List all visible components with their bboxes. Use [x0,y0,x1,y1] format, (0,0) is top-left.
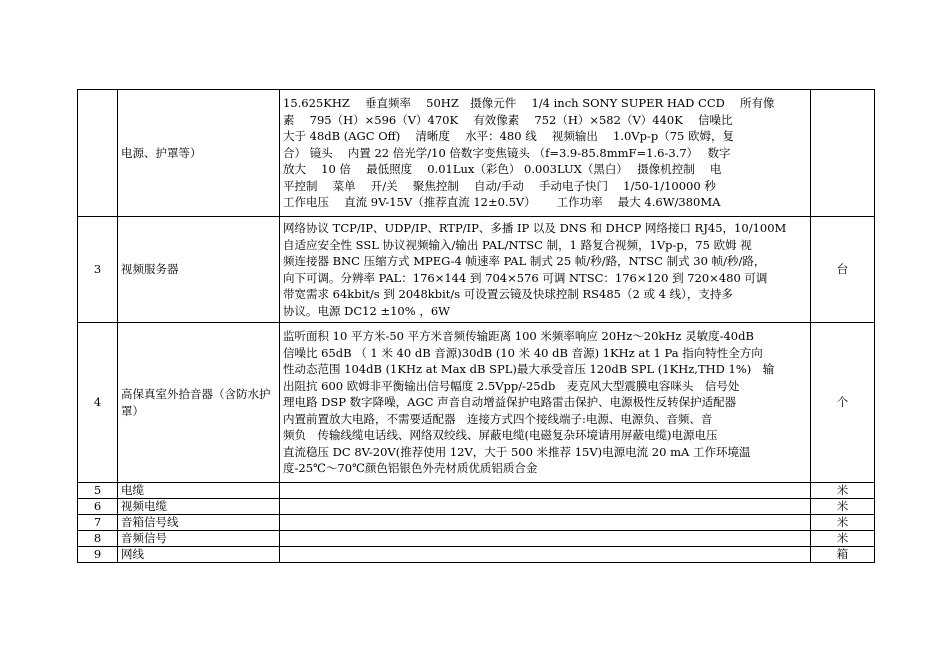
item-spec [280,90,811,217]
item-spec [280,483,811,499]
item-number: 6 [78,499,118,515]
item-spec [280,531,811,547]
table-row [78,217,875,323]
spec-line: 带宽需求 64kbit/s 到 2048kbit/s 可设置云镜及快球控制 RS485（2 或 4 线），支持多 [283,287,733,301]
item-unit: 米 [811,499,875,515]
item-unit: 米 [811,531,875,547]
item-unit: 米 [811,515,875,531]
item-unit: 米 [811,483,875,499]
table-row [78,547,875,563]
spec-line: 素 795（H）×596（V）470K 有效像素 752（H）×582（V）440K 信噪比 [283,112,733,127]
table-row [78,531,875,547]
item-name: 音频信号 [118,531,280,547]
table-row [78,483,875,499]
spec-line: 频连接器 BNC 压缩方式 MPEG-4 帧速率 PAL 制式 25 帧/秒/路，NTSC 制式 30 帧/秒/路， [283,254,766,268]
item-spec [280,323,811,483]
table-row [78,90,875,217]
spec-line: 直流稳压 DC 8V-20V(推荐使用 12V，大于 500 米推荐 15V)电源电流 20 mA 工作环境温 [283,444,751,459]
spec-line: 出阻抗 600 欧姆非平衡输出信号幅度 2.5Vpp/-25db 麦克风大型震膜电容咪头 信号处 [283,378,740,393]
item-unit: 台 [811,217,875,323]
spec-line: 放大 10 倍 最低照度 0.01Lux（彩色） 0.003LUX（黑白） 摄像机控制 电 [283,162,722,177]
spec-line: 内置前置放大电路，不需要适配器 连接方式四个接线端子:电源、电源负、音频、音 [283,411,713,426]
item-spec [280,499,811,515]
spec-line: 性动态范围 104dB (1KHz at Max dB SPL)最大承受音压 120dB SPL (1KHz,THD 1%) 输 [283,362,775,377]
item-spec [280,547,811,563]
spec-line: 协议。电源 DC12 ±10% ，6W [283,303,450,318]
spec-line: 工作电压 直流 9V-15V（推荐直流 12±0.5V） 工作功率 最大 4.6W/380MA [283,195,721,210]
spec-line: 频负 传输线缆电话线、网络双绞线、屏蔽电缆(电磁复杂环境请用屏蔽电缆)电源电压 [283,428,718,443]
equipment-spec-table [77,89,875,563]
item-name: 电缆 [118,483,280,499]
item-number: 5 [78,483,118,499]
spec-line: 大于 48dB (AGC Off) 清晰度 水平：480 线 视频输出 1.0Vp-p（75 欧姆，复 [283,129,734,144]
item-number: 8 [78,531,118,547]
item-number [78,90,118,217]
item-number: 9 [78,547,118,563]
spec-line: 自适应安全性 SSL 协议视频输入/输出 PAL/NTSC 制，1 路复合视频，1Vp-p，75 欧姆 视 [283,237,752,252]
item-name: 高保真室外拾音器（含防水护罩） [118,323,280,483]
spec-line: 向下可调。分辨率 PAL：176×144 到 704×576 可调 NTSC：176×120 到 720×480 可调 [283,270,768,285]
item-spec [280,217,811,323]
item-unit [811,90,875,217]
item-unit: 箱 [811,547,875,563]
table-row [78,499,875,515]
spec-line: 理电路 DSP 数字降噪，AGC 声音自动增益保护电路雷击保护、电源极性反转保护适配器 [283,395,737,410]
spec-line: 网络协议 TCP/IP、UDP/IP、RTP/IP、多播 IP 以及 DNS 和 DHCP 网络接口 RJ45，10/100M [283,221,787,235]
spec-line: 信噪比 65dB （ 1 米 40 dB 音源)30dB (10 米 40 dB 音源) 1KHz at 1 Pa 指向特性全方向 [283,345,763,360]
item-name: 电源、护罩等） [118,90,280,217]
item-number: 3 [78,217,118,323]
item-name: 视频服务器 [118,217,280,323]
table-row [78,323,875,483]
spec-line: 平控制 菜单 开/关 聚焦控制 自动/手动 手动电子快门 1/50-1/10000 秒 [283,178,716,193]
spec-line: 合） 镜头 内置 22 倍光学/10 倍数字变焦镜头 （f=3.9-85.8mmF=1.6-3.7） 数字 [283,145,731,160]
item-name: 音箱信号线 [118,515,280,531]
spec-line: 监听面积 10 平方米-50 平方米音频传输距离 100 米频率响应 20Hz～20kHz 灵敏度-40dB [283,329,754,344]
item-name: 网线 [118,547,280,563]
spec-line: 度-25℃～70℃颜色铝银色外壳材质优质铝质合金 [283,461,538,476]
table-row [78,515,875,531]
item-unit: 个 [811,323,875,483]
item-number: 7 [78,515,118,531]
item-number: 4 [78,323,118,483]
item-name: 视频电缆 [118,499,280,515]
spec-line: 15.625KHZ 垂直频率 50HZ 摄像元件 1/4 inch SONY SUPER HAD CCD 所有像 [283,96,775,111]
item-spec [280,515,811,531]
